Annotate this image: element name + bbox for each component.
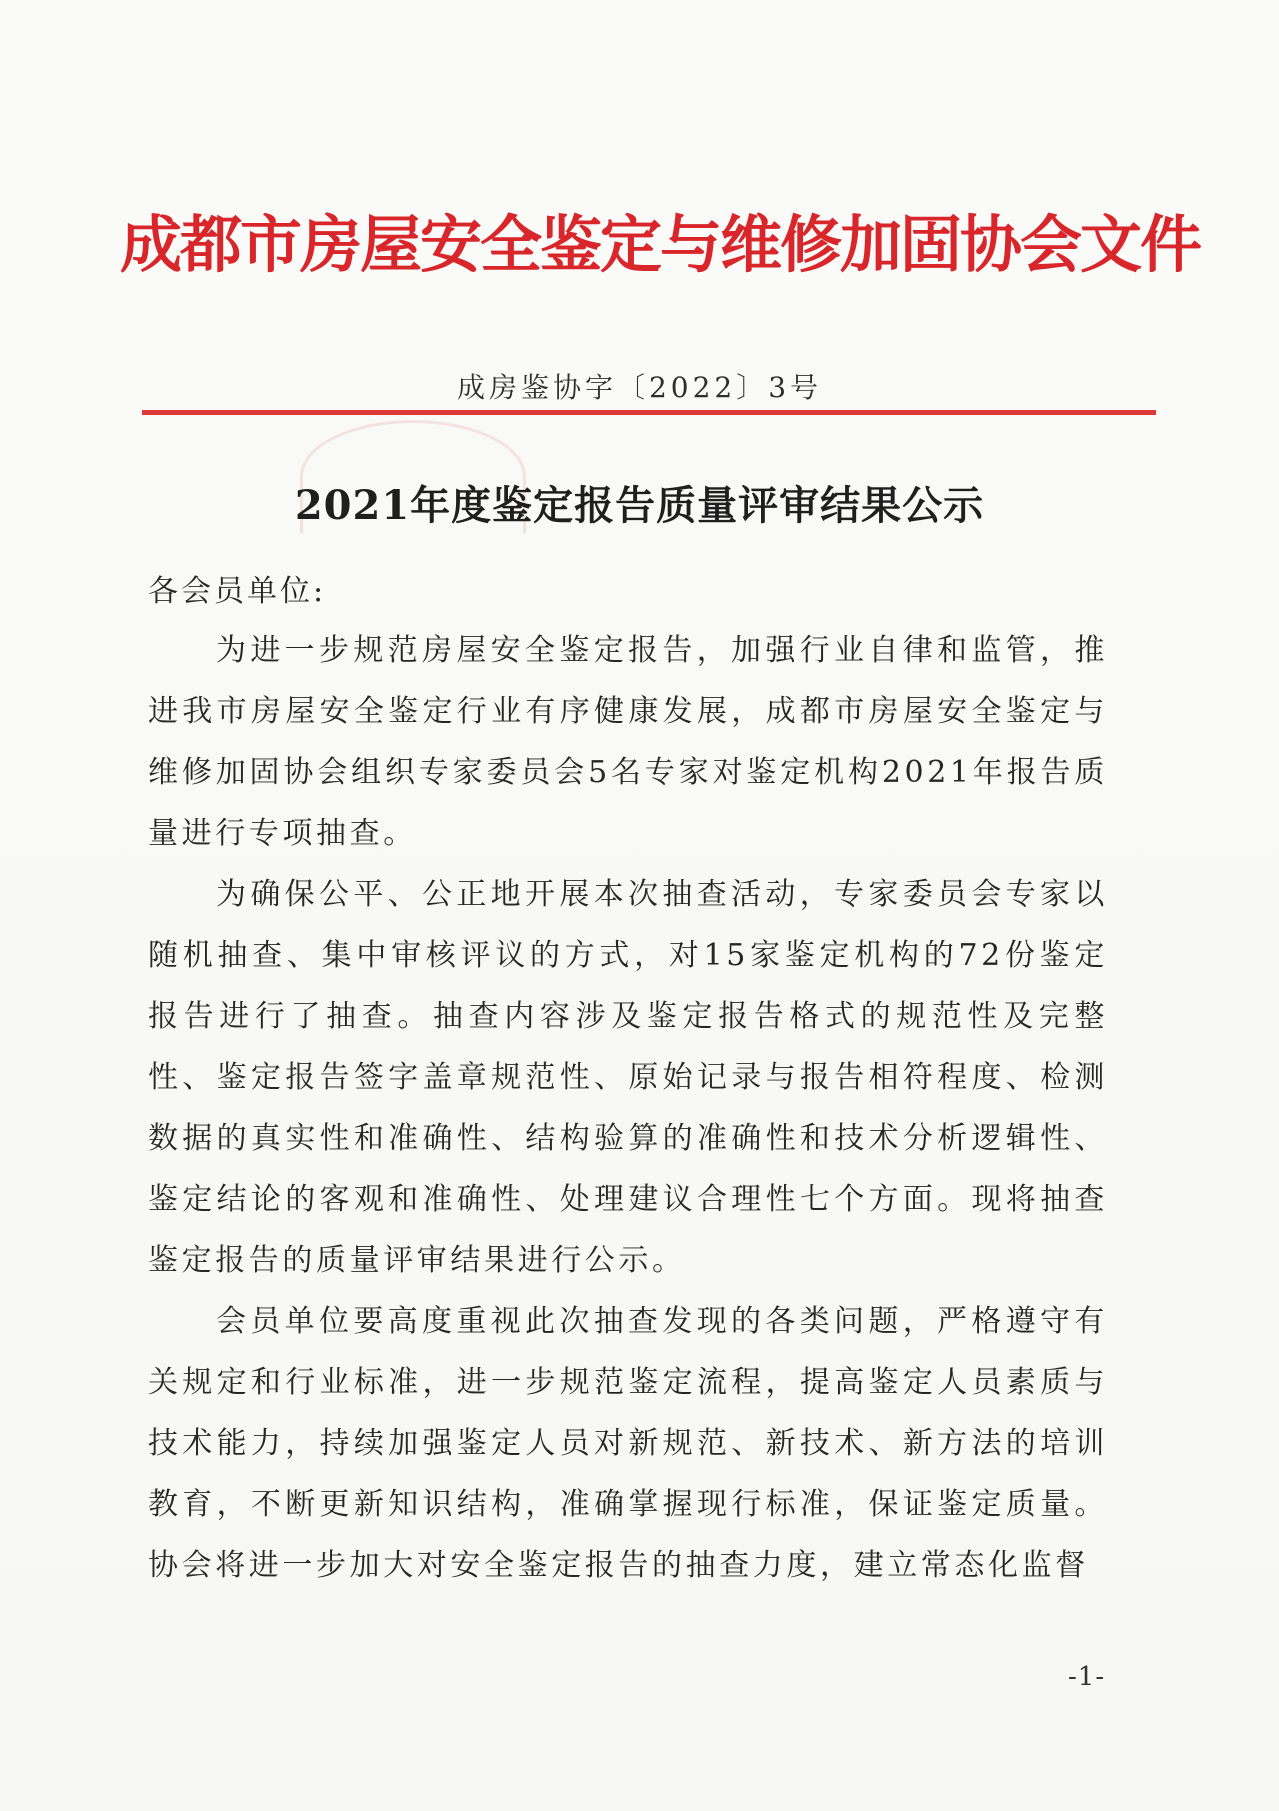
document-number: 成房鉴协字〔2022〕3号 <box>456 371 823 404</box>
body-paragraph-3: 会员单位要高度重视此次抽查发现的各类问题，严格遵守有关规定和行业标准，进一步规范鉴定流程，提高鉴定人员素质与技术能力，持续加强鉴定人员对新规范、新技术、新方法的培训教育，不断更新知识结构，准确掌握现行标准，保证鉴定质量。协会将进一步加大对安全鉴定报告的抽查力度，建立常态化监督 <box>148 1304 1108 1583</box>
organization-header-title: 成都市房屋安全鉴定与维修加固协会文件 <box>120 208 1201 281</box>
salutation: 各会员单位: <box>148 574 327 609</box>
body-paragraph-1: 为进一步规范房屋安全鉴定报告，加强行业自律和监管，推进我市房屋安全鉴定行业有序健康发展，成都市房屋安全鉴定与维修加固协会组织专家委员会5名专家对鉴定机构2021年报告质量进行专项抽查。 <box>148 633 1108 851</box>
document-body <box>148 620 1108 1596</box>
header-divider-line <box>142 410 1156 415</box>
body-paragraph-2: 为确保公平、公正地开展本次抽查活动，专家委员会专家以随机抽查、集中审核评议的方式，对15家鉴定机构的72份鉴定报告进行了抽查。抽查内容涉及鉴定报告格式的规范性及完整性、鉴定报告签字盖章规范性、原始记录与报告相符程度、检测数据的真实性和准确性、结构验算的准确性和技术分析逻辑性、鉴定结论的客观和准确性、处理建议合理性七个方面。现将抽查鉴定报告的质量评审结果进行公示。 <box>148 877 1108 1278</box>
page-number: -1- <box>1068 1662 1106 1692</box>
document-title: 2021年度鉴定报告质量评审结果公示 <box>294 482 985 529</box>
